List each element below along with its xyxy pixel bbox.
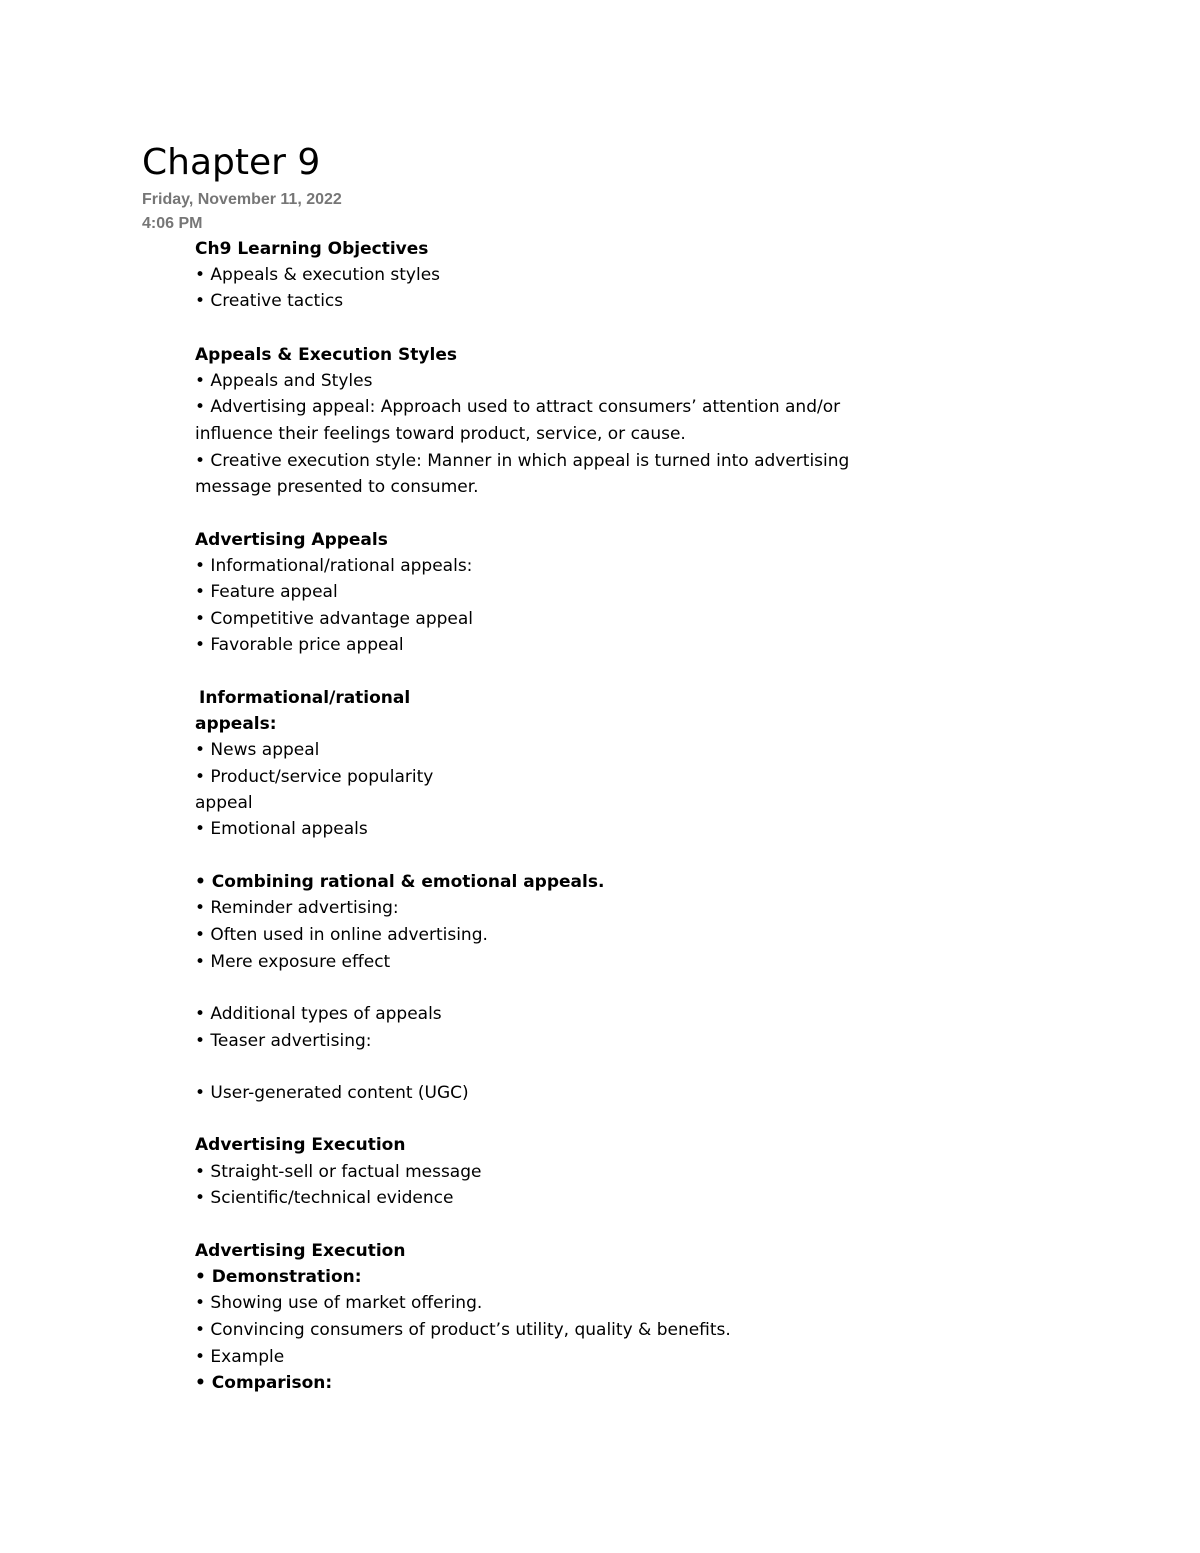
section-heading: Advertising Execution	[195, 1135, 406, 1155]
bullet-item: • Appeals & execution styles	[195, 265, 441, 285]
bullet-item: • Straight-sell or factual message	[195, 1162, 482, 1182]
bullet-item: • Feature appeal	[195, 582, 338, 602]
bullet-item: • Often used in online advertising.	[195, 925, 488, 945]
bullet-item: • Advertising appeal: Approach used to attract consumers’ attention and/or	[195, 397, 841, 417]
bullet-item: • Teaser advertising:	[195, 1031, 372, 1051]
continuation-line: appeal	[195, 793, 253, 813]
section-heading: Advertising Execution	[195, 1241, 406, 1261]
bullet-item: • Additional types of appeals	[195, 1004, 442, 1024]
bullet-item: • Creative tactics	[195, 291, 344, 311]
bullet-item: • Mere exposure effect	[195, 952, 391, 972]
note-time: 4:06 PM	[142, 215, 203, 232]
section-heading: Advertising Appeals	[195, 530, 388, 550]
bullet-item: • News appeal	[195, 740, 320, 760]
section-heading: Informational/rational	[199, 688, 411, 708]
section-heading: Ch9 Learning Objectives	[195, 239, 429, 259]
continuation-line: influence their feelings toward product, service, or cause.	[195, 424, 686, 444]
bullet-item: • Competitive advantage appeal	[195, 609, 474, 629]
bullet-item: • Reminder advertising:	[195, 898, 399, 918]
bullet-item: • User-generated content (UGC)	[195, 1083, 469, 1103]
note-date: Friday, November 11, 2022	[142, 191, 342, 208]
bullet-item: • Example	[195, 1347, 285, 1367]
continuation-line: message presented to consumer.	[195, 477, 479, 497]
section-heading: Appeals & Execution Styles	[195, 345, 457, 365]
bullet-item: • Showing use of market offering.	[195, 1293, 483, 1313]
bullet-item: • Appeals and Styles	[195, 371, 373, 391]
bullet-item: • Demonstration:	[195, 1267, 362, 1287]
bullet-item: • Comparison:	[195, 1373, 333, 1393]
section-heading: appeals:	[195, 714, 277, 734]
page-title: Chapter 9	[142, 142, 321, 183]
bullet-item: • Emotional appeals	[195, 819, 368, 839]
bullet-item: • Informational/rational appeals:	[195, 556, 473, 576]
bullet-item: • Product/service popularity	[195, 767, 434, 787]
bullet-item: • Scientific/technical evidence	[195, 1188, 454, 1208]
bullet-item: • Creative execution style: Manner in which appeal is turned into advertising	[195, 451, 850, 471]
bullet-item: • Combining rational & emotional appeals.	[195, 872, 605, 892]
bullet-item: • Convincing consumers of product’s utility, quality & benefits.	[195, 1320, 731, 1340]
bullet-item: • Favorable price appeal	[195, 635, 404, 655]
